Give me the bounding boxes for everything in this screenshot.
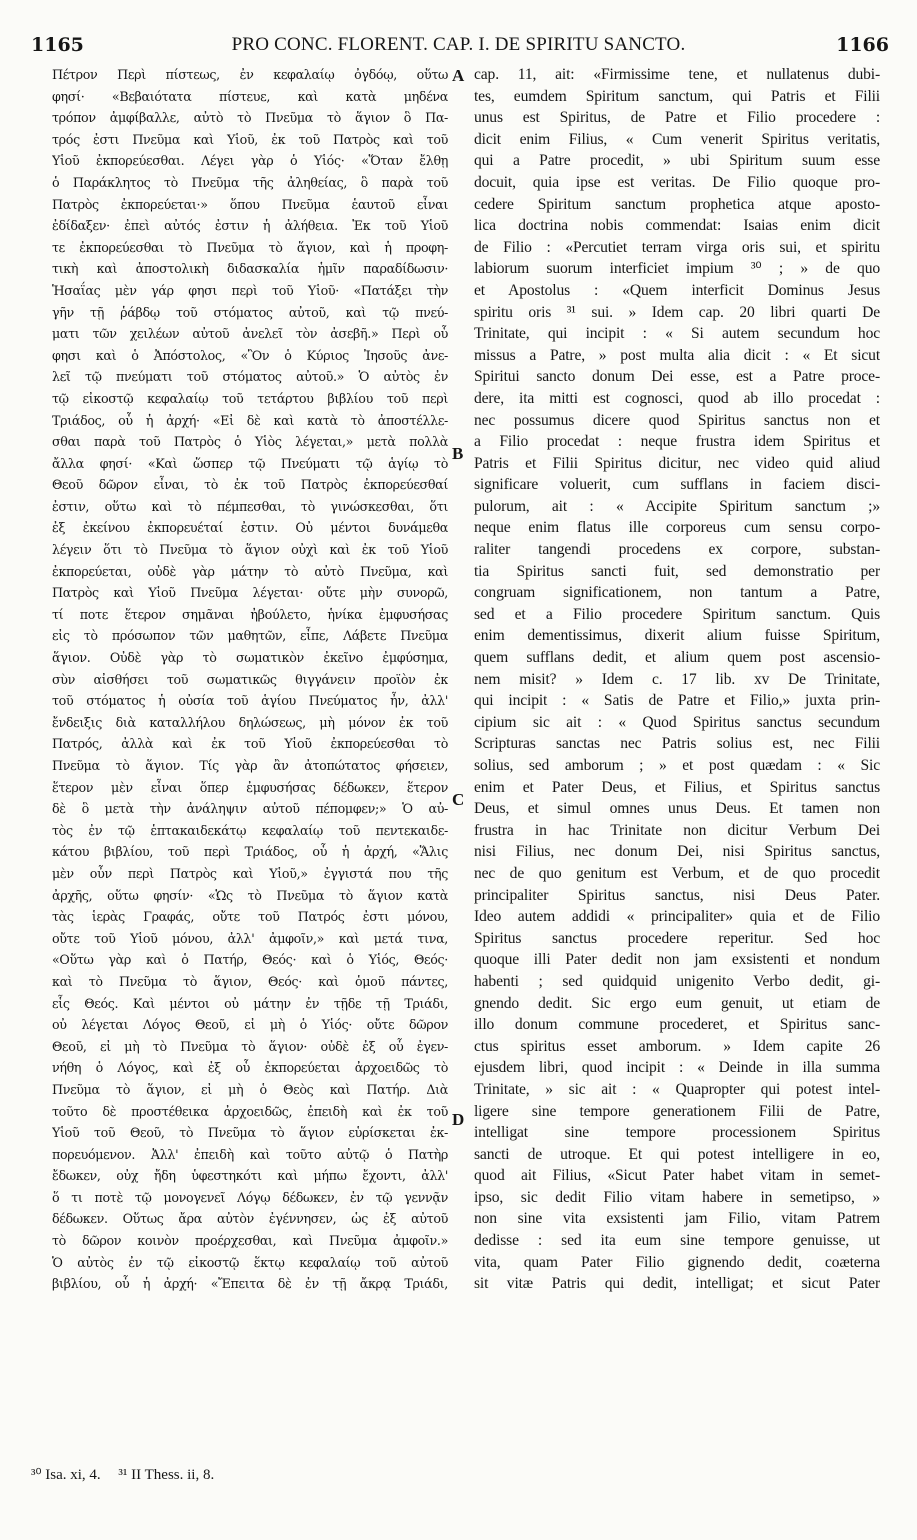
text-line: «Οὕτω γὰρ καὶ ὁ Πατήρ, Θεός· καὶ ὁ Υἱός, Θεός· bbox=[52, 952, 448, 968]
text-line: τὸς ἐν τῷ ἑπτακαιδεκάτῳ κεφαλαίῳ τοῦ πεντεκαιδε- bbox=[52, 822, 448, 838]
text-line: docuit, quia ipse est veritas. De Filio quoque pro- bbox=[474, 173, 880, 191]
footnote: ³⁰ Isa. xi, 4. bbox=[31, 1467, 101, 1483]
text-line: τρός ἐστι Πνεῦμα καὶ Υἱοῦ, ἐκ τοῦ Πατρὸς καὶ τοῦ bbox=[52, 131, 448, 147]
running-title: PRO CONC. FLORENT. CAP. I. DE SPIRITU SANCTO. bbox=[231, 34, 686, 55]
text-line: enim et Pater Deus, et Filius, et Spiritus sanctus bbox=[474, 778, 880, 796]
text-line: neque enim flatus ille corporeus cum sensu corpo- bbox=[474, 519, 880, 537]
text-line: λεῖ τῷ πνεύματι τοῦ στόματος αὐτοῦ.» Ὁ αὐτὸς ἐν bbox=[52, 369, 448, 385]
footnote: ³¹ II Thess. ii, 8. bbox=[118, 1467, 215, 1483]
text-line: γῆν τῇ ῥάβδῳ τοῦ στόματος αὐτοῦ, καὶ τῷ πνεύ- bbox=[52, 304, 448, 320]
text-line: sed et a Filio procedere Spiritum sanctum. Quis bbox=[474, 605, 880, 623]
text-line: ὁ Παράκλητος τὸ Πνεῦμα τῆς ἀληθείας, ὃ παρὰ τοῦ bbox=[52, 174, 448, 190]
latin-column bbox=[474, 64, 880, 1295]
text-line: congruam significationem, non tantum a Patre, bbox=[474, 584, 880, 602]
text-line: sancti de utroque. Et qui potest intelligere in eo, bbox=[474, 1145, 880, 1163]
text-line: τί ποτε ἕτερον σημᾶναι ἠβούλετο, ἡνίκα ἐμφυσήσας bbox=[52, 606, 448, 622]
text-line: a Filio procedat : neque frustra idem Spiritus et bbox=[474, 433, 880, 451]
text-line: nec de quo genitum est Verbum, et de quo procedit bbox=[474, 864, 880, 882]
text-line: dere, ita mitti est cognosci, quod ab illo procedat : bbox=[474, 389, 880, 407]
text-line: νήθη ὁ Λόγος, καὶ ἐξ οὗ ἐκπορεύεται ἀρχοειδῶς τὸ bbox=[52, 1060, 448, 1076]
text-line: quoque illi Pater dedit non jam exsistenti et nondum bbox=[474, 951, 880, 969]
text-line: ἀρχῆς, οὕτω φησίν· «Ὡς τὸ Πνεῦμα τὸ ἅγιον κατὰ bbox=[52, 887, 448, 903]
text-line: οὐ λέγεται Λόγος Θεοῦ, εἰ μὴ ὁ Υἱός· οὔτε δῶρον bbox=[52, 1017, 448, 1033]
text-line: sit vitæ Patris qui dedit, intelligat; et sicut Pater bbox=[474, 1275, 880, 1293]
text-line: Trinitate, » sic ait : « Quapropter qui potest intel- bbox=[474, 1080, 880, 1098]
text-line: dedisse : sed ita eum sine tempore genuisse, ut bbox=[474, 1232, 880, 1250]
text-line: σθαι παρὰ τοῦ Πατρὸς ὁ Υἱὸς λέγεται,» μετὰ πολλὰ bbox=[52, 434, 448, 450]
text-line: labiorum suorum interficiet impium ³⁰ ; » de quo bbox=[474, 260, 880, 278]
section-marker-b: B bbox=[452, 444, 464, 463]
text-line: de Filio : «Percutiet terram virga oris sui, et spiritu bbox=[474, 238, 880, 256]
text-line: οὔτε τοῦ Υἱοῦ μόνου, ἀλλ' ἀμφοῖν,» καὶ μετά τινα, bbox=[52, 930, 448, 946]
text-line: pulorum, ait : « Accipite Spiritum sanctum ;» bbox=[474, 497, 880, 515]
section-marker-a: A bbox=[452, 66, 465, 85]
text-line: Υἱοῦ ἐκπορεύεσθαι. Λέγει γὰρ ὁ Υἱός· «Ὅταν ἔλθῃ bbox=[52, 153, 448, 169]
text-line: enim dementissimus, dixerit alium fuisse Spiritum, bbox=[474, 627, 880, 645]
text-line: lica doctrina nobis commendat: Isaias enim dicit bbox=[474, 217, 880, 235]
text-line: cap. 11, ait: «Firmissime tene, et nullatenus dubi- bbox=[474, 66, 880, 83]
text-line: ἅγιον. Οὐδὲ γὰρ τὸ σωματικὸν ἐκεῖνο ἐμφύσημα, bbox=[52, 650, 448, 666]
text-line: Scripturas sanctas nec Patris solius est, nec Filii bbox=[474, 735, 880, 753]
text-line: tia Spiritus sancti fuit, sed demonstratio per bbox=[474, 562, 880, 580]
text-line: missus a Patre, » post multa alia dicit : « Et sicut bbox=[474, 346, 880, 364]
text-line: solius, sed amborum ; » et post quædam : « Sic bbox=[474, 757, 880, 774]
text-line: τε ἐκπορεύεσθαι τὸ Πνεῦμα τὸ ἅγιον, καὶ ἡ προφη- bbox=[52, 239, 448, 255]
text-line: δὲ ὃ μετὰ τὴν ἀνάληψιν αὐτοῦ πέπομφεν;» Ὁ αὐ- bbox=[52, 801, 448, 817]
text-line: ἐκπορεύεται, οὐδὲ γὰρ μάτην τὸ αὐτὸ Πνεῦμα, καὶ bbox=[52, 563, 448, 579]
text-line: ματι τῶν χειλέων αὐτοῦ ἀνελεῖ τὸν ἀσεβῆ.» Περὶ οὗ bbox=[52, 326, 448, 342]
text-line: κάτου βιβλίου, τοῦ περὶ Τριάδος, οὗ ἡ ἀρχή, «Ἅλις bbox=[52, 844, 448, 860]
text-line: tes, eumdem Spiritum sanctum, qui Patris et Filii bbox=[474, 87, 880, 105]
text-line: Ἡσαΐας μὲν γάρ φησι περὶ τοῦ Υἱοῦ· «Πατάξει τὴν bbox=[52, 282, 448, 298]
text-line: ἕτερον μὲν εἶναι ὅπερ ἐμφυσήσας δέδωκεν, ἕτερον bbox=[52, 779, 448, 795]
text-line: ἄλλα φησί· «Καὶ ὥσπερ τῷ Πνεύματι τῷ ἁγίῳ τὸ bbox=[52, 455, 448, 471]
text-line: qui incipit : « Satis de Patre et Filio,» juxta prin- bbox=[474, 692, 880, 710]
text-line: illo donum commune procederet, et Spiritus sanc- bbox=[474, 1016, 880, 1034]
text-line: φησι καὶ ὁ Ἀπόστολος, «Ὃν ὁ Κύριος Ἰησοῦς ἀνε- bbox=[52, 347, 448, 363]
text-line: quod ait Filius, «Sicut Pater habet vitam in semet- bbox=[474, 1167, 880, 1185]
text-line: ἐδίδαξεν· ἐπεὶ αὐτός ἐστιν ἡ ἀλήθεια. Ἐκ τοῦ Υἱοῦ bbox=[52, 218, 448, 234]
page-number-left: 1165 bbox=[31, 34, 84, 56]
text-line: εἰς τὸ πρόσωπον τῶν μαθητῶν, εἶπε, Λάβετε Πνεῦμα bbox=[52, 628, 448, 644]
section-marker-c: C bbox=[452, 790, 465, 809]
greek-column bbox=[52, 64, 448, 1295]
text-line: cipium sic ait : « Quod Spiritus sanctus secundum bbox=[474, 713, 880, 731]
text-line: τὸ δῶρον κοινὸν προέρχεσθαι, καὶ Πνεῦμα ἀμφοῖν.» bbox=[52, 1233, 448, 1249]
text-line: non sine vita exsistenti jam Filio, vitam Patrem bbox=[474, 1210, 880, 1228]
text-line: Τριάδος, οὗ ἡ ἀρχή· «Εἰ δὲ καὶ κατὰ τὸ ἀποστέλλε- bbox=[52, 412, 448, 428]
text-line: ἔνδειξις διὰ καταλλήλου δηλώσεως, μὴ μόνον ἐκ τοῦ bbox=[52, 714, 448, 730]
text-line: nisi Filius, nec donum Dei, nisi Spiritus sanctus, bbox=[474, 843, 880, 861]
text-line: τὰς ἱερὰς Γραφάς, οὔτε τοῦ Πατρός ἐστι μόνου, bbox=[52, 909, 448, 925]
text-line: Πατρὸς καὶ Υἱοῦ Πνεῦμα λέγεται· οὔτε μὴν συνορῶ, bbox=[52, 585, 448, 601]
text-line: ἐστιν, οὕτω καὶ τὸ πέμπεσθαι, τὸ γινώσκεσθαι, ὅτι bbox=[52, 498, 448, 514]
text-line: Spiritus sanctus procedere reperitur. Sed hoc bbox=[474, 929, 880, 947]
text-line: καὶ τὸ Πνεῦμα τὸ ἅγιον, Θεός· καὶ ὁμοῦ πάντες, bbox=[52, 973, 448, 989]
text-line: Θεοῦ, εἰ μὴ τὸ Πνεῦμα τὸ ἅγιον· οὐδὲ ἐξ οὗ ἐγεν- bbox=[52, 1038, 448, 1054]
text-line: τοῦτο δὲ προστέθεικα ἀρχοειδῶς, ἐπειδὴ καὶ ἐκ τοῦ bbox=[52, 1103, 448, 1119]
text-line: Spiritui sancto donum Dei esse, est a Patre proce- bbox=[474, 368, 880, 386]
running-header bbox=[0, 34, 917, 64]
text-line: δέδωκεν. Οὕτως ἄρα αὐτὸν ἐγέννησεν, ὡς ἐξ αὐτοῦ bbox=[52, 1211, 448, 1227]
text-line: μὲν οὖν περὶ Πατρὸς καὶ Υἱοῦ,» ἐγγιστά που τῆς bbox=[52, 865, 448, 881]
text-line: significare voluerit, cum sufflans in faciem disci- bbox=[474, 476, 880, 494]
text-line: Ideo autem addidi « principaliter» quia et de Filio bbox=[474, 908, 880, 926]
text-line: Θεοῦ δῶρον εἶναι, τὸ ἐκ τοῦ Πατρὸς ἐκπορεύεσθαί bbox=[52, 477, 448, 493]
text-line: Υἱοῦ τοῦ Θεοῦ, τὸ Πνεῦμα τὸ ἅγιον εὑρίσκεται ἐκ- bbox=[52, 1125, 448, 1141]
text-line: Πατρὸς ἐκπορεύεται·» ὅπου Πνεῦμα ἑαυτοῦ εἶναι bbox=[52, 196, 448, 212]
text-line: nec possumus dicere quod Spiritus sanctus non et bbox=[474, 411, 880, 429]
text-line: ἔδωκεν, οὐχ ἤδη ὑφεστηκότι καὶ μήπω ἔχοντι, ἀλλ' bbox=[52, 1168, 448, 1184]
text-line: ligere sine tempore generationem Filii de Patre, bbox=[474, 1102, 880, 1120]
text-line: τοῦ στόματος ἡ οὐσία τοῦ ἁγίου Πνεύματος ἦν, ἀλλ' bbox=[52, 693, 448, 709]
text-line: unus est Spiritus, de Patre et Filio procedere : bbox=[474, 109, 880, 127]
text-line: cedere Spiritum sanctum prophetica atque aposto- bbox=[474, 195, 880, 213]
text-line: qui a Patre procedit, » ubi Spiritum suum esse bbox=[474, 152, 880, 170]
text-line: Πνεῦμα τὸ ἅγιον, εἰ μὴ ὁ Θεὸς καὶ Πατήρ. Διὰ bbox=[52, 1081, 448, 1097]
text-line: εἷς Θεός. Καὶ μέντοι οὐ μάτην ἐν τῇδε τῇ Τριάδι, bbox=[52, 995, 448, 1011]
text-line: φησί· «Βεβαιότατα πίστευε, καὶ κατὰ μηδένα bbox=[52, 88, 448, 104]
text-line: ctus spiritus esset amborum. » Idem capite 26 bbox=[474, 1037, 880, 1055]
text-line: spiritu oris ³¹ sui. » Idem cap. 20 libri quarti De bbox=[474, 303, 880, 321]
text-line: ipso, sic dedit Filio vitam habere in semetipso, » bbox=[474, 1188, 880, 1206]
text-line: σὺν αἰσθήσει τοῦ σωματικῶς θιγγάνειν προϊὸν ἐκ bbox=[52, 671, 448, 687]
text-line: gnendo dedit. Sic ergo eum genuit, ut etiam de bbox=[474, 994, 880, 1012]
text-line: frustra in hac Trinitate non dicitur Verbum Dei bbox=[474, 821, 880, 839]
text-line: τρόπον ἀμφίβαλλε, αὐτὸ τὸ Πνεῦμα τὸ ἅγιον ὃ Πα- bbox=[52, 110, 448, 126]
section-marker-d: D bbox=[452, 1110, 465, 1129]
text-line: vita, quam Pater Filio gignendo dedit, coæterna bbox=[474, 1253, 880, 1271]
text-line: Trinitate, qui incipit : « Si autem secundum hoc bbox=[474, 325, 880, 343]
text-line: βιβλίου, οὗ ἡ ἀρχή· «Ἔπειτα δὲ ἐν τῇ ἄκρᾳ Τριάδι, bbox=[52, 1276, 448, 1292]
text-line: intelligat sine tempore processionem Spiritus bbox=[474, 1124, 880, 1142]
text-line: Ὁ αὐτὸς ἐν τῷ εἰκοστῷ ἕκτῳ κεφαλαίῳ τοῦ αὐτοῦ bbox=[52, 1254, 448, 1270]
text-line: et Apostolus : «Quem interficit Dominus Jesus bbox=[474, 281, 880, 299]
text-line: ἐξ ἐκείνου ἐκπορευέταί ἐστιν. Οὐ μέντοι δυνάμεθα bbox=[52, 520, 448, 536]
text-line: Πατρός, ἀλλὰ καὶ ἐκ τοῦ Υἱοῦ ἐκπορεύεσθαι τὸ bbox=[52, 736, 448, 752]
text-line: nem misit? » Idem c. 17 lib. xv De Trinitate, bbox=[474, 670, 880, 688]
page-number-right: 1166 bbox=[836, 34, 889, 56]
text-line: habenti ; sed quidquid unigenito Verbo dedit, gi- bbox=[474, 972, 880, 990]
text-line: πορευόμενον. Ἀλλ' ἐπειδὴ καὶ τοῦτο αὐτῷ ὁ Πατὴρ bbox=[52, 1146, 448, 1162]
text-line: λέγειν ὅτι τὸ Πνεῦμα τὸ ἅγιον οὐχὶ καὶ ἐκ τοῦ Υἱοῦ bbox=[52, 542, 448, 558]
text-line: τικὴ καὶ ἀποστολικὴ διδασκαλία ἡμῖν παραδίδωσιν· bbox=[52, 261, 448, 277]
text-line: τῷ εἰκοστῷ κεφαλαίῳ τοῦ τετάρτου βιβλίου τοῦ περὶ bbox=[52, 390, 448, 406]
text-line: Πέτρον Περὶ πίστεως, ἐν κεφαλαίῳ ὀγδόῳ, οὕτω bbox=[52, 67, 448, 82]
text-line: ὅ τι ποτὲ τῷ μονογενεῖ Λόγῳ δέδωκεν, ἐν τῷ γεννᾷν bbox=[52, 1189, 448, 1205]
text-line: raliter tangendi procedens ex corpore, substan- bbox=[474, 541, 880, 559]
text-line: dicit enim Filius, « Cum venerit Spiritus veritatis, bbox=[474, 130, 880, 148]
text-line: ejusdem libri, quod incipit : « Deinde in illa summa bbox=[474, 1059, 880, 1077]
text-line: quem sufflans dedit, et alium quem post ascensio- bbox=[474, 649, 880, 667]
text-line: Πνεῦμα τὸ ἅγιον. Τίς γὰρ ἂν ἀτοπώτατος φήσειεν, bbox=[52, 758, 448, 773]
text-line: principaliter Spiritus sanctus, nisi Deus Pater. bbox=[474, 886, 880, 904]
text-line: Patris et Filii Spiritus dicitur, nec video quid aliud bbox=[474, 454, 880, 472]
footnotes bbox=[31, 1465, 431, 1484]
text-line: Deus, et simul omnes unus Deus. Et tamen non bbox=[474, 800, 880, 818]
